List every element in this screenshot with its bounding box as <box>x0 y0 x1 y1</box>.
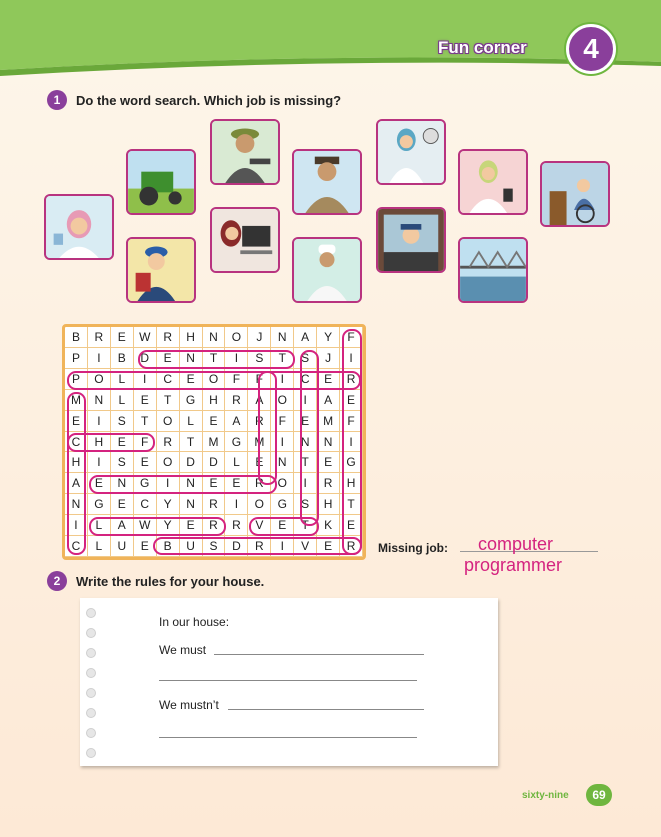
grid-cell: E <box>134 536 157 557</box>
grid-cell: N <box>111 473 134 494</box>
grid-cell: I <box>225 348 248 369</box>
grid-cell: H <box>65 452 88 473</box>
grid-cell: G <box>225 432 248 453</box>
grid-cell: H <box>203 390 226 411</box>
grid-cell: A <box>294 327 317 348</box>
grid-cell: M <box>65 390 88 411</box>
grid-cell: H <box>340 473 363 494</box>
grid-cell: W <box>134 327 157 348</box>
grid-cell: T <box>294 452 317 473</box>
section-title: Fun corner <box>438 38 527 57</box>
unit-number-badge: 4 <box>566 24 616 74</box>
grid-cell: O <box>271 473 294 494</box>
grid-cell: T <box>203 348 226 369</box>
grid-cell: F <box>225 369 248 390</box>
grid-cell: I <box>134 369 157 390</box>
grid-cell: R <box>248 411 271 432</box>
grid-cell: C <box>294 369 317 390</box>
grid-cell: F <box>271 411 294 432</box>
grid-cell: H <box>317 494 340 515</box>
farmer-tractor-picture <box>126 149 196 215</box>
grid-cell: I <box>88 411 111 432</box>
grid-cell: G <box>271 494 294 515</box>
grid-cell: B <box>65 327 88 348</box>
grid-cell: I <box>271 536 294 557</box>
grid-cell: O <box>88 369 111 390</box>
grid-cell: H <box>88 432 111 453</box>
notepad-hole <box>86 728 96 738</box>
grid-cell: L <box>111 369 134 390</box>
grid-cell: I <box>88 452 111 473</box>
grid-cell: I <box>65 515 88 536</box>
grid-cell: E <box>203 411 226 432</box>
grid-cell: E <box>248 452 271 473</box>
header-banner <box>0 0 661 80</box>
grid-cell: O <box>271 390 294 411</box>
we-must-line-2[interactable] <box>159 680 417 681</box>
office-worker-picture <box>376 119 446 185</box>
grid-cell: L <box>88 515 111 536</box>
bridge-picture <box>458 237 528 303</box>
grid-cell: S <box>111 411 134 432</box>
grid-cell: G <box>180 390 203 411</box>
grid-cell: T <box>180 432 203 453</box>
notepad-hole <box>86 648 96 658</box>
grid-cell: C <box>65 432 88 453</box>
grid-cell: M <box>317 411 340 432</box>
mechanic-picture <box>210 119 280 185</box>
grid-cell: E <box>340 515 363 536</box>
grid-cell: I <box>271 369 294 390</box>
grid-cell: A <box>225 411 248 432</box>
grid-cell: R <box>225 515 248 536</box>
grid-cell: E <box>180 369 203 390</box>
grid-cell: E <box>111 432 134 453</box>
grid-cell: D <box>225 536 248 557</box>
grid-cell: E <box>340 390 363 411</box>
grid-cell: G <box>134 473 157 494</box>
grid-cell: E <box>225 473 248 494</box>
we-must-line-1[interactable] <box>214 654 424 655</box>
grid-cell: C <box>134 494 157 515</box>
grid-cell: F <box>248 369 271 390</box>
grid-cell: E <box>317 369 340 390</box>
computer-worker-picture <box>210 207 280 273</box>
grid-cell: T <box>340 494 363 515</box>
grid-cell: N <box>271 452 294 473</box>
notepad-heading: In our house: <box>159 615 230 629</box>
grid-cell: R <box>248 473 271 494</box>
answer-text-line-2: programmer <box>464 555 563 575</box>
grid-cell: O <box>157 411 180 432</box>
exercise-2-instruction: Write the rules for your house. <box>76 574 265 589</box>
page-number: 69 <box>586 784 612 806</box>
grid-cell: R <box>317 473 340 494</box>
grid-cell: R <box>248 536 271 557</box>
grid-cell: H <box>180 327 203 348</box>
grid-cell: U <box>180 536 203 557</box>
notepad-hole <box>86 708 96 718</box>
grid-cell: E <box>180 515 203 536</box>
grid-cell: T <box>134 411 157 432</box>
grid-cell: B <box>157 536 180 557</box>
scientist-picture <box>44 194 114 260</box>
grid-cell: W <box>134 515 157 536</box>
grid-cell: N <box>180 348 203 369</box>
notepad <box>80 598 498 766</box>
grid-cell: L <box>111 390 134 411</box>
grid-cell: P <box>65 348 88 369</box>
grid-cell: N <box>271 327 294 348</box>
grid-cell: F <box>134 432 157 453</box>
missing-job-label: Missing job: <box>378 541 448 555</box>
exercise-1-instruction: Do the word search. Which job is missing? <box>76 93 342 108</box>
grid-cell: P <box>65 369 88 390</box>
grid-cell: D <box>134 348 157 369</box>
grid-cell: E <box>65 411 88 432</box>
grid-cell: F <box>340 327 363 348</box>
grid-cell: N <box>65 494 88 515</box>
grid-cell: N <box>294 432 317 453</box>
wheelchair-picture <box>540 161 610 227</box>
grid-cell: V <box>248 515 271 536</box>
grid-cell: E <box>317 452 340 473</box>
soldier-picture <box>292 149 362 215</box>
grid-cell: R <box>203 515 226 536</box>
grid-cell: T <box>157 390 180 411</box>
grid-cell: F <box>340 411 363 432</box>
grid-cell: R <box>340 369 363 390</box>
grid-cell: Y <box>157 515 180 536</box>
notepad-hole <box>86 668 96 678</box>
grid-cell: T <box>271 348 294 369</box>
grid-cell: D <box>180 452 203 473</box>
page-number-word: sixty-nine <box>522 790 569 801</box>
grid-cell: R <box>157 432 180 453</box>
grid-cell: R <box>225 390 248 411</box>
grid-cell: C <box>65 536 88 557</box>
grid-cell: E <box>271 515 294 536</box>
grid-cell: S <box>248 348 271 369</box>
grid-cell: C <box>157 369 180 390</box>
grid-cell: R <box>340 536 363 557</box>
grid-cell: J <box>317 348 340 369</box>
grid-cell: G <box>340 452 363 473</box>
grid-cell: I <box>271 432 294 453</box>
grid-cell: U <box>111 536 134 557</box>
grid-cell: D <box>203 452 226 473</box>
grid-cell: Y <box>157 494 180 515</box>
grid-cell: B <box>111 348 134 369</box>
word-search-grid <box>62 324 366 560</box>
grid-cell: S <box>294 348 317 369</box>
grid-cell: O <box>157 452 180 473</box>
notepad-hole <box>86 688 96 698</box>
grid-cell: L <box>88 536 111 557</box>
grid-cell: V <box>294 536 317 557</box>
grid-cell: G <box>88 494 111 515</box>
grid-cell: S <box>111 452 134 473</box>
engineer-picture <box>126 237 196 303</box>
grid-cell: M <box>203 432 226 453</box>
grid-cell: E <box>203 473 226 494</box>
answer-text-line-1: computer <box>478 534 554 554</box>
grid-cell: A <box>248 390 271 411</box>
grid-cell: N <box>180 473 203 494</box>
grid-cell: M <box>248 432 271 453</box>
grid-cell: I <box>294 473 317 494</box>
grid-cell: E <box>111 327 134 348</box>
grid-cell: N <box>203 327 226 348</box>
grid-cell: E <box>157 348 180 369</box>
grid-cell: A <box>317 390 340 411</box>
grid-cell: K <box>317 515 340 536</box>
we-must-label: We must <box>159 643 207 657</box>
grid-cell: R <box>88 327 111 348</box>
notepad-hole <box>86 748 96 758</box>
we-mustnt-label: We mustn’t <box>159 698 219 712</box>
grid-cell: I <box>88 348 111 369</box>
chef-picture <box>292 237 362 303</box>
grid-cell: S <box>203 536 226 557</box>
grid-cell: N <box>180 494 203 515</box>
grid-cell: L <box>225 452 248 473</box>
grid-cell: N <box>88 390 111 411</box>
grid-cell: O <box>203 369 226 390</box>
exercise-2-number: 2 <box>47 571 67 591</box>
grid-cell: N <box>317 432 340 453</box>
grid-cell: O <box>225 327 248 348</box>
grid-cell: A <box>65 473 88 494</box>
grid-cell: A <box>111 515 134 536</box>
bus-driver-picture <box>376 207 446 273</box>
grid-cell: L <box>180 411 203 432</box>
grid-cell: Y <box>317 327 340 348</box>
grid-cell: E <box>294 411 317 432</box>
grid-cell: E <box>111 494 134 515</box>
grid-cell: I <box>340 432 363 453</box>
grid-cell: S <box>294 494 317 515</box>
grid-cell: E <box>317 536 340 557</box>
grid-cell: I <box>157 473 180 494</box>
grid-cell: R <box>203 494 226 515</box>
grid-cell: I <box>340 348 363 369</box>
grid-cell: E <box>88 473 111 494</box>
notepad-hole <box>86 628 96 638</box>
grid-cell: R <box>157 327 180 348</box>
notepad-hole <box>86 608 96 618</box>
we-mustnt-line-2[interactable] <box>159 737 417 738</box>
grid-cell: J <box>248 327 271 348</box>
grid-cell: T <box>294 515 317 536</box>
grid-cell: O <box>248 494 271 515</box>
doctor-picture <box>458 149 528 215</box>
grid-cell: I <box>294 390 317 411</box>
exercise-1-number: 1 <box>47 90 67 110</box>
grid-cell: I <box>225 494 248 515</box>
grid-cell: E <box>134 390 157 411</box>
grid-cell: E <box>134 452 157 473</box>
we-mustnt-line-1[interactable] <box>228 709 424 710</box>
